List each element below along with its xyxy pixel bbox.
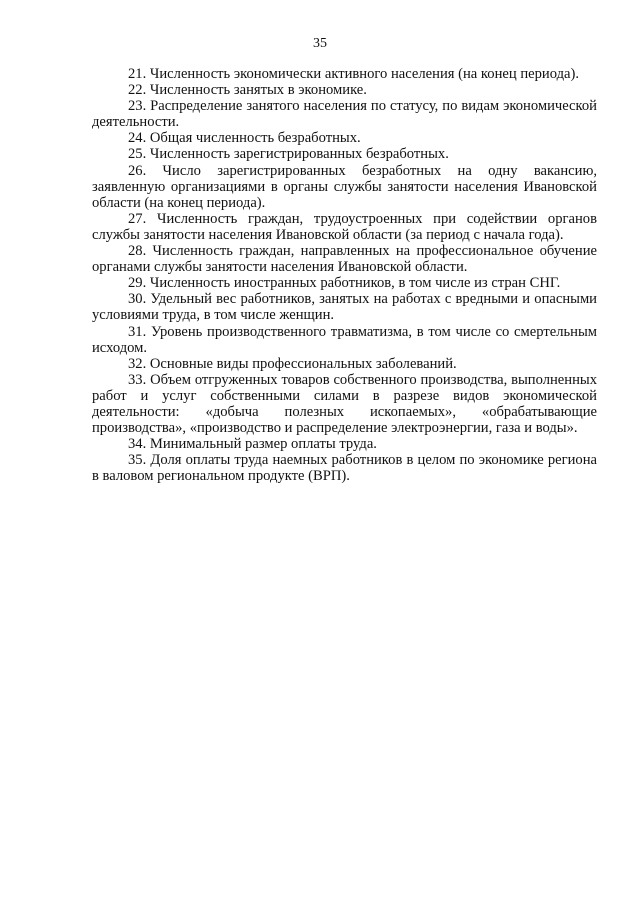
list-item-28: 28. Численность граждан, направленных на профессиональное обучение органами службы занятости населения Ивановской области. xyxy=(92,243,597,276)
list-item-32: 32. Основные виды профессиональных заболеваний. xyxy=(128,355,457,372)
list-item-25: 25. Численность зарегистрированных безработных. xyxy=(128,146,449,163)
list-item-34: 34. Минимальный размер оплаты труда. xyxy=(128,436,377,453)
list-item-27: 27. Численность граждан, трудоустроенных при содействии органов службы занятости населения Ивановской области (за период с начала года). xyxy=(92,210,597,243)
list-item-22: 22. Численность занятых в экономике. xyxy=(128,82,367,99)
document-body xyxy=(92,66,597,484)
page-number: 35 xyxy=(313,36,327,51)
list-item-26: 26. Число зарегистрированных безработных на одну вакансию, заявленную организациями в органы службы занятости населения Ивановской области (на конец периода). xyxy=(92,162,597,211)
list-item-31: 31. Уровень производственного травматизма, в том числе со смертельным исходом. xyxy=(92,323,597,356)
list-item-35: 35. Доля оплаты труда наемных работников в целом по экономике региона в валовом региональном продукте (ВРП). xyxy=(92,452,597,485)
list-item-21: 21. Численность экономически активного населения (на конец периода). xyxy=(128,66,580,82)
list-item-33: 33. Объем отгруженных товаров собственного производства, выполненных работ и услуг собственными силами в разрезе видов экономической деятельности: «добыча полезных ископаемых», «обрабатывающие производства», «производство и распределение электроэнергии, газа и воды». xyxy=(92,371,597,437)
list-item-24: 24. Общая численность безработных. xyxy=(128,130,361,147)
list-item-29: 29. Численность иностранных работников, в том числе из стран СНГ. xyxy=(128,275,561,292)
list-item-30: 30. Удельный вес работников, занятых на работах с вредными и опасными условиями труда, в том числе женщин. xyxy=(92,291,597,324)
list-item-23: 23. Распределение занятого населения по статусу, по видам экономической деятельности. xyxy=(92,98,597,131)
